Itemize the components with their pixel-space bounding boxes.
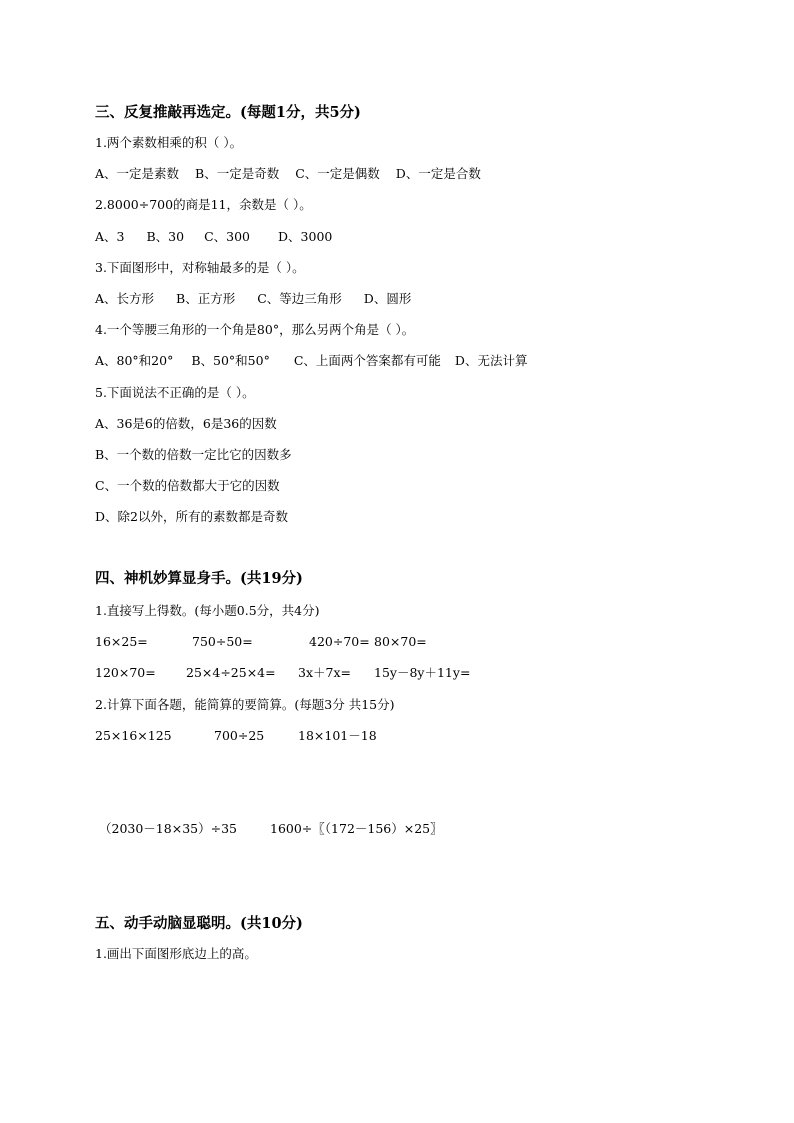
expr: 1600÷〖（172－156）×25〗 [270, 821, 443, 836]
q3-2-options [95, 229, 332, 245]
expr: 18×101－18 [298, 728, 377, 743]
option-c: C、等边三角形 [257, 291, 342, 306]
option-c: C、300 [204, 229, 251, 244]
expr: 25×4÷25×4= [186, 665, 276, 680]
option-b: B、30 [146, 229, 185, 244]
expr: （2030－18×35）÷35 [99, 821, 237, 836]
q3-5-option-a: A、36是6的倍数，6是36的因数 [95, 416, 277, 431]
expr: 120×70= [95, 665, 156, 680]
section-4-heading: 四、神机妙算显身手。(共19分) [95, 570, 303, 587]
option-b: B、50°和50° [191, 353, 270, 368]
expr: 15y－8y＋11y= [374, 665, 471, 680]
expr: 16×25= [95, 634, 148, 649]
q3-1-stem: 1.两个素数相乘的积（ ）。 [95, 135, 243, 150]
expr: 750÷50= [192, 634, 253, 649]
option-b: B、正方形 [176, 291, 236, 306]
q3-5-option-c: C、一个数的倍数都大于它的因数 [95, 478, 280, 493]
expr: 3x＋7x= [298, 665, 351, 680]
option-a: A、3 [95, 229, 125, 244]
q3-5-option-d: D、除2以外，所有的素数都是奇数 [95, 509, 288, 524]
q3-4-stem: 4.一个等腰三角形的一个角是80°，那么另两个角是（ ）。 [95, 322, 415, 337]
option-d: D、3000 [278, 229, 333, 244]
option-c: C、上面两个答案都有可能 [293, 353, 441, 368]
q3-5-option-b: B、一个数的倍数一定比它的因数多 [95, 447, 292, 462]
expr: 80×70= [374, 634, 427, 649]
option-d: D、一定是合数 [395, 166, 481, 181]
q5-1-stem: 1.画出下面图形底边上的高。 [95, 946, 257, 961]
option-a: A、长方形 [95, 291, 155, 306]
section-5-heading: 五、动手动脑显聪明。(共10分) [95, 915, 303, 932]
q3-1-options [95, 166, 481, 182]
option-c: C、一定是偶数 [295, 166, 380, 181]
option-d: D、无法计算 [454, 353, 528, 368]
q3-2-stem: 2.8000÷700的商是11，余数是（ ）。 [95, 197, 312, 212]
option-b: B、一定是奇数 [195, 166, 280, 181]
q3-4-options [95, 353, 527, 369]
option-a: A、一定是素数 [95, 166, 180, 181]
q3-3-options [95, 291, 411, 307]
q3-3-stem: 3.下面图形中，对称轴最多的是（ ）。 [95, 260, 305, 275]
expr: 25×16×125 [95, 728, 172, 743]
option-d: D、圆形 [363, 291, 412, 306]
expr: 420÷70= [309, 634, 370, 649]
option-a: A、80°和20° [95, 353, 174, 368]
q3-5-stem: 5.下面说法不正确的是（ ）。 [95, 385, 255, 400]
q4-2-stem: 2.计算下面各题，能简算的要简算。(每题3分 共15分) [95, 697, 395, 712]
expr: 700÷25 [214, 728, 265, 743]
q4-1-stem: 1.直接写上得数。(每小题0.5分，共4分) [95, 603, 320, 618]
section-3-heading: 三、反复推敲再选定。(每题1分，共5分) [95, 104, 361, 121]
